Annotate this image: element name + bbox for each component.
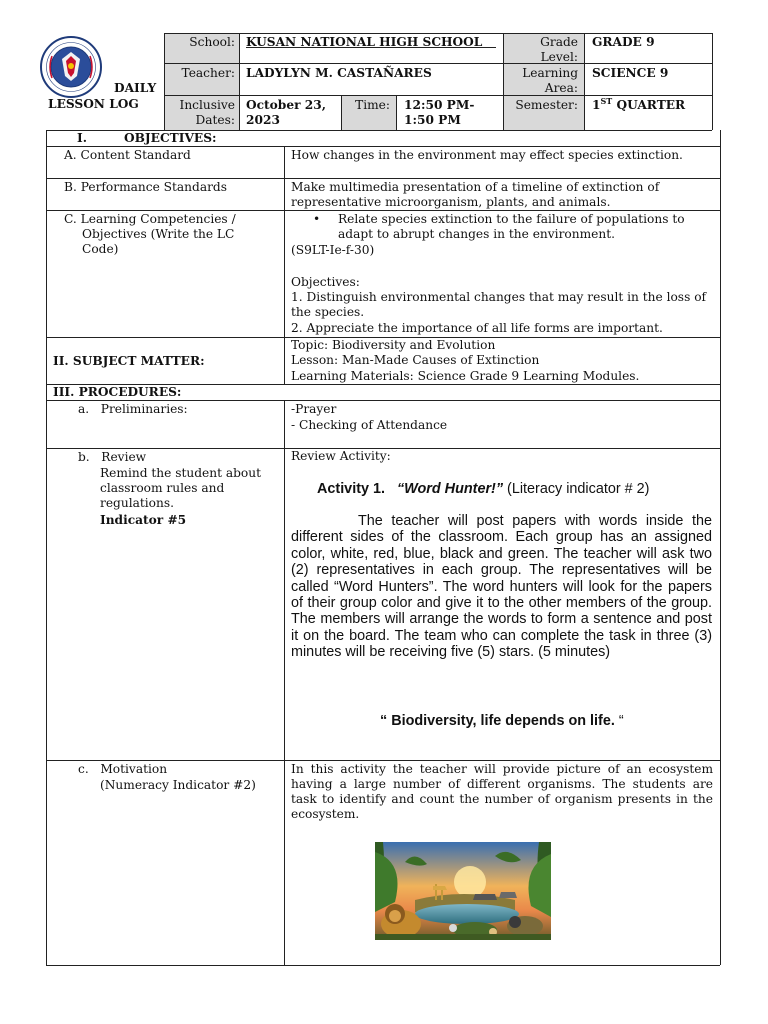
subject-lesson: Lesson: Man-Made Causes of Extinction [291,353,540,367]
learning-area-value: SCIENCE 9 [592,66,669,80]
motivation-description: In this activity the teacher will provide picture of an ecosystem having a large number of different organisms. The students are task to identify and count the number of organism presents in the ecosystem. [291,762,713,821]
ecosystem-image [375,842,551,940]
performance-standards-label: B. Performance Standards [64,180,227,194]
competency-bullet-text: Relate species extinction to the failure of populations to adapt to abrupt changes in the environment. [338,212,685,241]
subject-topic: Topic: Biodiversity and Evolution [291,338,496,352]
quote-text: “ Biodiversity, life depends on life. [380,713,615,730]
deped-seal-icon [40,36,102,98]
review-indicator: Indicator #5 [100,513,187,527]
motivation-indicator: (Numeracy Indicator #2) [100,778,256,792]
teacher-label: Teacher: [181,66,235,80]
semester-number: 1 [592,98,601,112]
quote-end: “ [614,713,624,730]
deped-seal [40,36,102,98]
competency-bullet-dot: • [313,212,321,226]
activity-quote [372,697,624,730]
review-activity-heading: Review Activity: [291,449,391,463]
motivation-label: c. Motivation [78,762,168,776]
content-standard-label: A. Content Standard [64,148,191,162]
performance-standards-value: Make multimedia presentation of a timeline of extinction of representative microorganism, plants, and animals. [291,180,660,209]
semester-superscript: ST [600,95,613,106]
title-lesson-log: LESSON LOG [48,97,139,111]
school-label: School: [189,35,235,49]
time-value: 12:50 PM- 1:50 PM [404,98,475,127]
subject-matter-label: II. SUBJECT MATTER: [53,354,205,368]
activity-name: “Word Hunter!” [396,481,504,498]
procedures-heading: III. PROCEDURES: [53,385,182,399]
title-daily: DAILY [114,81,157,95]
activity-description: The teacher will post papers with words inside the different sides of the classroom. Each group has an assigned color, white, red, blue, black and green. The teacher will ask two (2) representatives in each group. The representatives will be called “Word Hunters”. The word hunters will look for the papers of their group color and give it to the other members of the group. The members will arrange the words to form a sentence and post it on the board. The team who can complete the task in three (3) minutes will be receiving five (5) stars. (5 minutes) [291,513,712,661]
semester-rest: QUARTER [612,98,686,112]
prelim-prayer: -Prayer [291,402,337,416]
review-description: Remind the student about classroom rules and regulations. [100,466,261,510]
content-standard-value: How changes in the environment may effect species extinction. [291,148,683,162]
objective-2: 2. Appreciate the importance of all life forms are important. [291,321,663,335]
school-value: KUSAN NATIONAL HIGH SCHOOL [246,35,483,49]
lc-code: (S9LT-Ie-f-30) [291,243,375,257]
dates-value: October 23, 2023 [246,98,326,127]
learning-area-label: Learning Area: [522,66,578,95]
grade-label: Grade Level: [540,35,578,64]
semester-label: Semester: [515,98,578,112]
objectives-heading-number: I. [77,131,87,145]
review-label: b. Review [78,450,147,464]
objective-1: 1. Distinguish environmental changes that may result in the loss of the species. [291,290,707,319]
subject-materials: Learning Materials: Science Grade 9 Learning Modules. [291,369,640,383]
grade-value: GRADE 9 [592,35,655,49]
teacher-value: LADYLYN M. CASTAÑARES [246,66,432,80]
time-label: Time: [355,98,390,112]
objectives-subheading: Objectives: [291,275,360,289]
activity-title-line [309,465,649,498]
ecosystem-illustration [375,842,551,940]
prelim-attendance: - Checking of Attendance [291,418,448,432]
semester-value [592,95,686,113]
learning-competencies-label: C. Learning Competencies / Objectives (Write the LC Code) [64,212,236,256]
objectives-heading: OBJECTIVES: [124,131,217,145]
activity-indicator: (Literacy indicator # 2) [503,481,650,498]
activity-title: Activity 1. [317,481,385,498]
preliminaries-label: a. Preliminaries: [78,402,188,416]
dates-label: Inclusive Dates: [179,98,235,127]
